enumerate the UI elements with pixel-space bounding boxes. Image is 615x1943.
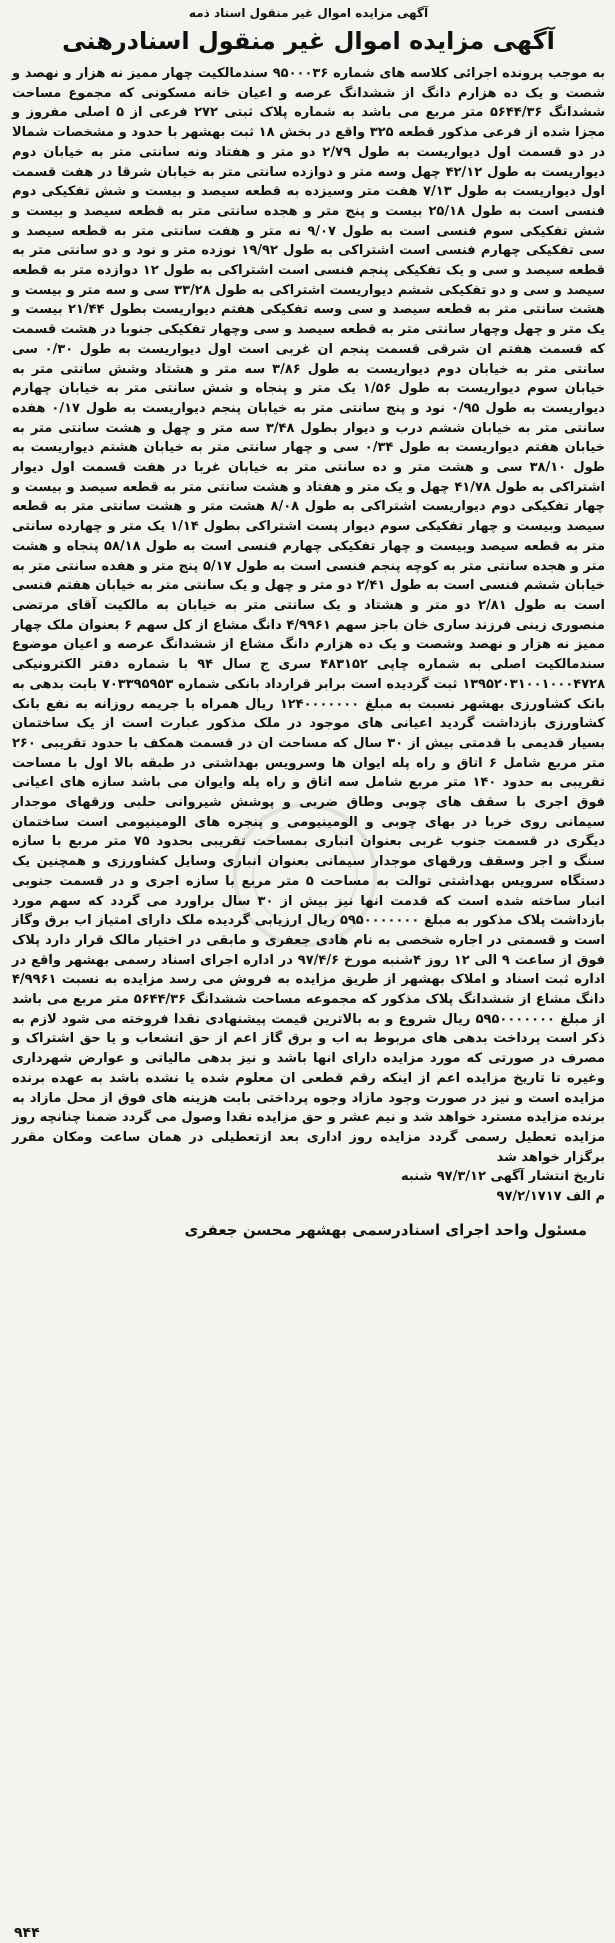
page-number: ۹۴۴	[14, 1925, 40, 1941]
ad-body: به موجب پرونده اجرائی کلاسه های شماره ۹۵۰۰۰۳۶ سندمالکیت چهار ممیز نه هزار و نهصد و شصت و یک ده هزارم دانگ از ششدانگ عرصه و اعیان خانه مسکونی که مجموع مساحت ششدانگ ۵۶۴۴/۳۶ متر مربع می باشد به شماره پلاک ثبتی ۲۷۲ فرعی از ۵ اصلی مفروز و مجزا شده از فرعی مذکور قطعه ۳۲۵ واقع در بخش ۱۸ ثبت بهشهر با حدود و مشخصات شمالا در دو قسمت اول دیواریست به طول ۲/۷۹ دو متر و هفتاد ونه سانتی متر به خیابان دوم دیواریست به طول ۴۲/۱۲ چهل وسه متر و دوازده سانتی متر به خیابان شرقا در هفت قسمت اول دیواریست به طول ۷/۱۳ هفت متر وسیزده به قطعه سیصد و بیست و شش تفکیکی دوم فنسی است به طول ۲۵/۱۸ بیست و پنج متر و هجده سانتی متر به قطعه سیصد و بیست و شش تفکیکی سوم فنسی است به طول ۹/۰۷ نه متر و هفت سانتی متر به قطعه سیصد و سی تفکیکی چهارم فنسی است اشتراکی به طول ۱۹/۹۲ نوزده متر و نود و دو سانتی متر به قطعه سیصد و سی و یک تفکیکی پنجم فنسی است اشتراکی به طول ۱۲ دوازده متر به قطعه سیصد و سی و دو تفکیکی ششم دیواریست اشتراکی به طول ۳۳/۲۸ سی و سه متر و بیست و هشت سانتی متر به قطعه سیصد و سی وسه تفکیکی هفتم دیواریست بطول ۲۱/۴۴ بیست و یک متر و چهل وچهار سانتی متر به قطعه سیصد و سی وچهار تفکیکی جنوبا در هشت قسمت که قسمت هفتم ان شرقی قسمت پنجم ان غربی است اول دیواریست به طول ۰/۳۰ سی سانتی متر به خیابان دوم دیواریست به طول ۳/۸۶ سه متر و هشتاد وشش سانتی متر به خیابان سوم دیواریست به طول ۱/۵۶ یک متر و پنجاه و شش سانتی متر به خیابان چهارم دیواریست به طول ۰/۹۵ نود و پنج سانتی متر به خیابان پنجم دیواریست به طول ۰/۱۷ هفده سانتی متر به خیابان ششم درب و دیوار بطول ۳/۴۸ سه متر و چهل و هشت سانتی متر به خیابان هفتم دیواریست به طول ۰/۳۴ سی و چهار سانتی متر به خیابان هشتم دیواریست به طول ۳۸/۱۰ سی و هشت متر و ده سانتی متر به خیابان غربا در هفت قسمت اول دیوار اشتراکی به طول ۴۱/۷۸ چهل و یک متر و هفتاد و هشت سانتی متر به قطعه سیصد و بیست و چهار تفکیکی دوم دیواریست اشتراکی به طول ۸/۰۸ هشت متر و هشت سانتی متر به قطعه سیصد وبیست و چهار تفکیکی سوم دیوار پست اشتراکی بطول ۱/۱۴ یک متر و چهارده سانتی متر به قطعه سیصد وبیست و چهار تفکیکی چهارم فنسی است به طول ۵۸/۱۸ پنجاه و هشت متر و هجده سانتی متر به کوچه پنجم فنسی است به طول ۵/۱۷ پنج متر و هفده سانتی متر به خیابان ششم فنسی است به طول ۲/۴۱ دو متر و چهل و یک سانتی متر به خیابان هفتم فنسی است به طول ۲/۸۱ دو متر و هشتاد و یک سانتی متر به خیابان به مالکیت آقای مرتضی منصوری زینی فرزند ساری خان باجز سهم ۴/۹۹۶۱ دانگ مشاع از کل سهم ۶ بعنوان ملک چهار ممیز نه هزار و نهصد وشصت و یک ده هزارم دانگ مشاع از ششدانگ عرصه و اعیان موضوع سندمالکیت اصلی به شماره چاپی ۴۸۳۱۵۲ سری ج سال ۹۴ با شماره دفتر الکترونیکی ۱۳۹۵۲۰۳۱۰۰۱۰۰۰۴۷۲۸ ثبت گردیده است برابر قرارداد بانکی شماره ۷۰۳۳۹۵۹۵۳ بابت بدهی به بانک کشاورزی بهشهر نسبت به مبلغ ۱۲۴۰۰۰۰۰۰۰ ریال همراه با جریمه روزانه به نفع بانک کشاورزی بازداشت گردید اعیانی های موجود در ملک مذکور عبارت است از یک ساختمان بسیار قدیمی با قدمتی بیش از ۳۰ سال که مساحت ان در قسمت همکف با حدود تقریبی ۲۶۰ متر مربع شامل ۶ اتاق و راه پله ایوان ها وسرویس بهداشتی در طبقه بالا اول با مساحت تقریبی به حدود ۱۴۰ متر مربع شامل سه اتاق و راه پله وایوان می باشد سازه های اعیانی فوق اجری با سقف های چوبی وطاق ضربی و پوشش شیروانی حلبی ورقهای موجدار سیمانی روی خربا در بهای چوبی و الومینیومی و پنجره های الومینیومی است ساختمان دیگری در قسمت جنوب غربی بعنوان انباری بمساحت تقریبی بحدود ۷۵ متر مربع با سازه سنگ و اجر وسقف ورقهای موجدار سیمانی بعنوان انباری وسایل کشاورزی و همچنین یک دستگاه سرویس بهداشتی توالت به مساحت ۵ متر مربع با سازه اجری و در قسمت جنوبی انبار ساخته شده است که قدمت انها نیز بیش از ۳۰ سال براورد می گردد که سهم مورد بازداشت پلاک مذکور به مبلغ ۵۹۵۰۰۰۰۰۰۰ ریال ارزیابی گردیده ملک دارای امتیاز اب برق وگاز است و قسمتی در اجاره شخصی به نام هادی جعفری و مابقی در اختیار مالک قرار دارد پلاک فوق از ساعت ۹ الی ۱۲ روز ۴شنبه مورخ ۹۷/۴/۶ در اداره اجرای اسناد رسمی بهشهر واقع در اداره ثبت اسناد و املاک بهشهر از طریق مزایده به فروش می رسد مزایده به نسبت ۴/۹۹۶۱ دانگ مشاع از ششدانگ پلاک مذکور که مجموعه مساحت ششدانگ ۵۶۴۴/۳۶ متر مربع می باشد از مبلغ ۵۹۵۰۰۰۰۰۰۰ ریال شروع و به بالاترین قیمت پیشنهادی نقدا فروخته می شود لازم به ذکر است پرداخت بدهی های مربوط به اب و برق گاز اعم از حق انشعاب و یا حق اشتراک و مصرف در صورتی که مورد مزایده دارای انها باشد و نیز بدهی مالیاتی و عوارض شهرداری وغیره تا تاریخ مزایده اعم از اینکه رقم قطعی ان معلوم شده یا نشده باشد به عهده برنده مزایده است و نیز در صورت وجود مازاد وجوه پرداختی بابت هزینه های فوق از محل مازاد به برنده مزایده مسترد خواهد شد و نیم عشر و حق مزایده نقدا وصول می گردد ضمنا چنانچه روز مزایده تعطیل رسمی گردد مزایده روز اداری بعد ازتعطیلی در همان ساعت ومکان مقرر برگزار خواهد شد	[12, 66, 606, 1165]
ad-kicker: آگهی مزایده اموال غیر منقول اسناد ذمه	[188, 6, 429, 20]
publish-date: تاریخ انتشار آگهی ۹۷/۳/۱۲ شنبه	[400, 1169, 605, 1185]
ad-title: آگهی مزایده اموال غیر منقول اسنادرهنی	[62, 27, 555, 55]
watermark-seal-icon	[230, 800, 380, 950]
reference-code: م الف ۹۷/۲/۱۷۱۷	[496, 1189, 605, 1205]
ad-signature: مسئول واحد اجرای اسنادرسمی بهشهر محسن جعفری	[184, 1220, 587, 1239]
